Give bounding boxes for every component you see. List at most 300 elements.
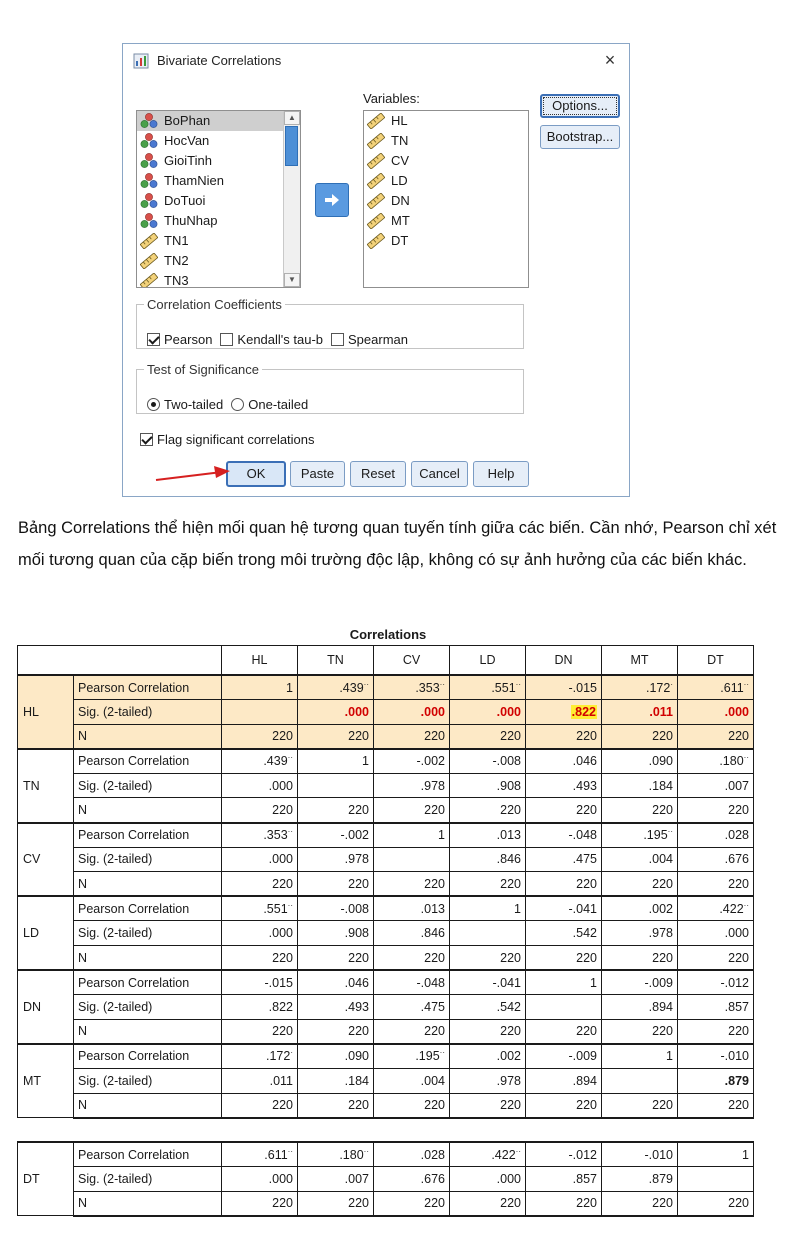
source-variable-items [137,111,284,287]
table-cell [222,921,298,946]
bivariate-correlations-dialog [122,43,630,497]
cell-value: 220 [272,876,293,891]
table-cell [602,1044,678,1069]
cell-value: -.010 [644,1147,673,1162]
table-cell [450,995,526,1020]
table-cell [526,724,602,749]
source-list-scrollbar[interactable] [283,111,300,287]
move-to-variables-button[interactable] [315,183,349,217]
source-variable-list[interactable] [136,110,301,288]
cell-value: 220 [576,1024,597,1039]
cell-value: 220 [348,950,369,965]
cell-value: .004 [648,852,673,867]
scale-variable-icon [367,173,385,189]
table-cell [526,798,602,823]
table-row [18,1167,754,1192]
red-pointer-arrow-icon [154,462,234,484]
table-cell [374,798,450,823]
table-cell [602,823,678,848]
cell-value: .475 [420,1000,445,1015]
spss-app-icon [133,53,149,69]
statistic-label: N [74,872,222,897]
table-row [18,1142,754,1167]
spearman-label: Spearman [348,332,408,347]
two-tailed-option[interactable] [147,397,223,412]
table-cell [602,798,678,823]
variable-name: BoPhan [164,113,211,128]
cell-value: 220 [576,1098,597,1113]
table-cell [678,847,754,872]
cell-value: 220 [728,950,749,965]
cell-value: 220 [728,1024,749,1039]
cell-value: -.010 [720,1049,749,1064]
table-cell [222,1093,298,1118]
table-cell [298,970,374,995]
table-cell [450,847,526,872]
table-cell [678,823,754,848]
variable-name: TN2 [164,253,189,268]
cell-value: .857 [572,1171,597,1186]
table-cell [374,1142,450,1167]
table-cell [602,1069,678,1094]
table-cell [678,1044,754,1069]
table-cell [678,724,754,749]
table-cell [602,970,678,995]
nominal-variable-icon [140,133,158,149]
cell-value: .090 [648,754,673,769]
target-variable-items [364,111,528,251]
table-cell [450,970,526,995]
cell-value: 220 [652,876,673,891]
table-cell [222,749,298,774]
table-cell [298,1069,374,1094]
statistic-label: N [74,798,222,823]
cell-value: 220 [272,1098,293,1113]
dialog-titlebar [123,44,629,78]
kendall-option[interactable] [220,332,323,347]
variable-name: HocVan [164,133,210,148]
table-cell [374,896,450,921]
table-cell [222,1167,298,1192]
table-cell [222,847,298,872]
cell-value: .475 [572,852,597,867]
cell-value: 220 [348,1098,369,1113]
correlation-coefficients-group [136,297,524,349]
table-cell [450,1167,526,1192]
table-cell [602,995,678,1020]
table-row [18,1191,754,1216]
table-cell [222,700,298,725]
table-cell [526,823,602,848]
statistic-label: Pearson Correlation [74,896,222,921]
variable-name: LD [391,173,408,188]
cell-value: .172· [645,679,673,695]
cell-value: .184 [344,1073,369,1088]
table-cell [450,823,526,848]
table-cell [450,896,526,921]
table-cell [450,872,526,897]
cell-value: 1 [362,754,369,769]
statistic-label: Sig. (2-tailed) [74,921,222,946]
column-header: CV [374,646,450,676]
table-row [18,1044,754,1069]
source-variable-item[interactable] [137,191,284,211]
table-cell [678,970,754,995]
cell-value: 220 [728,729,749,744]
significance-stars: ·· [287,1146,293,1156]
table-cell [374,1167,450,1192]
scale-variable-icon [367,233,385,249]
cell-value: 220 [424,876,445,891]
significance-stars: ·· [743,753,749,763]
table-cell [298,1142,374,1167]
cell-value: .046 [572,754,597,769]
source-variable-item[interactable] [137,271,284,287]
statistic-label: N [74,1093,222,1118]
cell-value: -.012 [720,975,749,990]
cell-value: 220 [728,876,749,891]
table-cell [678,872,754,897]
target-variable-list[interactable] [363,110,529,288]
table-cell [526,896,602,921]
target-variable-item[interactable] [364,191,528,211]
explanation-paragraph: Bảng Correlations thể hiện mối quan hệ tương quan tuyến tính giữa các biến. Cần nhớ, Pearson chỉ xét mối tương quan của cặp biến trong môi trường độc lập, không có sự ảnh hưởng của các biến khác. [18,519,777,569]
table-cell [526,1191,602,1216]
cell-value: .002 [648,901,673,916]
target-variable-item[interactable] [364,131,528,151]
flag-significant-option[interactable] [140,432,315,447]
row-variable-label: CV [18,823,74,897]
table-cell [298,798,374,823]
cell-value: 220 [652,1098,673,1113]
source-variable-item[interactable] [137,231,284,251]
table-cell [678,896,754,921]
scale-variable-icon [367,113,385,129]
variable-name: DN [391,193,410,208]
table-cell [526,970,602,995]
kendall-label: Kendall's tau-b [237,332,324,347]
statistic-label: Sig. (2-tailed) [74,995,222,1020]
significance-stars: · [670,679,673,689]
kendall-checkbox[interactable] [220,333,233,346]
table-cell [374,1191,450,1216]
correlations-table-dt [17,1141,754,1217]
row-variable-label: DN [18,970,74,1044]
cell-value: .611·· [720,679,749,695]
table-cell [298,921,374,946]
cell-value: 220 [500,803,521,818]
cell-value: .000 [420,704,445,719]
cell-value: .551·· [263,900,293,916]
nominal-variable-icon [140,113,158,129]
nominal-variable-icon [140,213,158,229]
cell-value: 220 [272,950,293,965]
ok-button[interactable]: OK [226,461,286,487]
row-variable-label: TN [18,749,74,823]
options-button[interactable]: Options... [540,94,620,118]
column-header: DN [526,646,602,676]
cell-value: .978 [496,1073,521,1088]
cell-value: .000 [268,1171,293,1186]
cell-value: .822 [571,704,596,719]
spearman-option[interactable] [331,332,408,347]
cell-value: 220 [424,803,445,818]
cell-value: .439·· [339,679,369,695]
close-icon[interactable]: × [604,50,616,70]
cell-value: 220 [576,950,597,965]
variable-name: TN1 [164,233,189,248]
table-cell [526,773,602,798]
cell-value: 220 [500,1196,521,1211]
cell-value: .180·· [339,1146,369,1162]
significance-stars: ·· [287,753,293,763]
cell-value: 220 [576,1196,597,1211]
table-cell [526,872,602,897]
statistic-label: Pearson Correlation [74,823,222,848]
table-cell [374,773,450,798]
cancel-button[interactable]: Cancel [411,461,468,487]
table-row [18,970,754,995]
source-variable-item[interactable] [137,251,284,271]
statistic-label: N [74,946,222,971]
cell-value: -.015 [568,680,597,695]
significance-stars: ·· [743,900,749,910]
table-cell [222,995,298,1020]
table-cell [374,921,450,946]
cell-value: 220 [424,1024,445,1039]
scroll-down-icon[interactable]: ▼ [284,273,300,287]
table-cell [678,1191,754,1216]
cell-value: 220 [728,803,749,818]
table-cell [298,847,374,872]
cell-value: .011 [649,704,673,719]
table-cell [298,995,374,1020]
table-cell [222,1142,298,1167]
cell-value: 1 [590,975,597,990]
significance-stars: · [290,1048,293,1058]
table-cell [450,700,526,725]
cell-value: .353·· [415,679,445,695]
one-tailed-option[interactable] [231,397,308,412]
significance-stars: ·· [439,679,445,689]
table-cell [526,700,602,725]
table-cell [374,724,450,749]
column-header: LD [450,646,526,676]
paste-button[interactable]: Paste [290,461,345,487]
table-cell [602,675,678,700]
target-variable-item[interactable] [364,151,528,171]
table-cell [374,823,450,848]
variables-label: Variables: [363,91,420,106]
table-cell [374,700,450,725]
cell-value: 220 [424,729,445,744]
cell-value: .908 [344,926,369,941]
two-tailed-radio[interactable] [147,398,160,411]
cell-value: 220 [500,950,521,965]
bootstrap-button[interactable]: Bootstrap... [540,125,620,149]
table-cell [450,921,526,946]
flag-significant-checkbox[interactable] [140,433,153,446]
cell-value: -.009 [568,1049,597,1064]
target-variable-item[interactable] [364,171,528,191]
cell-value: 220 [728,1196,749,1211]
cell-value: -.002 [340,828,369,843]
source-variable-item[interactable] [137,111,284,131]
source-variable-item[interactable] [137,151,284,171]
target-variable-item[interactable] [364,231,528,251]
cell-value: .013 [496,828,521,843]
table-cell [222,896,298,921]
test-of-significance-group [136,362,524,414]
table-row [18,872,754,897]
table-cell [526,921,602,946]
cell-value: 220 [348,1024,369,1039]
table-cell [602,946,678,971]
cell-value: 220 [652,729,673,744]
pearson-checkbox[interactable] [147,333,160,346]
cell-value: .013 [420,901,445,916]
variable-name: ThamNien [164,173,224,188]
statistic-label: N [74,724,222,749]
table-cell [298,749,374,774]
target-variable-item[interactable] [364,211,528,231]
statistic-label: Pearson Correlation [74,970,222,995]
table-cell [678,995,754,1020]
target-variable-item[interactable] [364,111,528,131]
pearson-label: Pearson [164,332,213,347]
table-cell [678,1069,754,1094]
help-button[interactable]: Help [473,461,529,487]
variable-name: GioiTinh [164,153,212,168]
cell-value: .542 [572,926,597,941]
cell-value: -.009 [644,975,673,990]
significance-stars: ·· [667,827,673,837]
table-cell [526,1142,602,1167]
cell-value: 1 [438,828,445,843]
table-cell [222,724,298,749]
spearman-checkbox[interactable] [331,333,344,346]
table-row [18,773,754,798]
table-cell [678,921,754,946]
scale-variable-icon [367,133,385,149]
table-cell [374,872,450,897]
table-cell [450,675,526,700]
table-cell [298,896,374,921]
reset-button[interactable]: Reset [350,461,406,487]
significance-stars: ·· [363,679,369,689]
correlations-table-title: Correlations [349,627,427,642]
table-cell [374,995,450,1020]
source-variable-item[interactable] [137,171,284,191]
table-cell [602,1019,678,1044]
variable-name: TN3 [164,273,189,287]
cell-value: .007 [344,1171,369,1186]
table-cell [450,724,526,749]
table-cell [450,1019,526,1044]
cell-value: .000 [268,852,293,867]
scroll-up-icon[interactable]: ▲ [284,111,300,125]
table-header-row [18,646,754,676]
table-cell [298,675,374,700]
cell-value: -.048 [416,975,445,990]
one-tailed-radio[interactable] [231,398,244,411]
dialog-title: Bivariate Correlations [157,53,282,68]
table-cell [678,700,754,725]
correlations-table [17,645,754,1119]
variable-name: TN [391,133,409,148]
correlations-table-main [17,645,754,1119]
table-cell [374,749,450,774]
table-cell [602,1142,678,1167]
cell-value: 220 [652,1196,673,1211]
table-cell [298,724,374,749]
table-cell [526,995,602,1020]
variable-name: CV [391,153,410,168]
cell-value: 220 [272,803,293,818]
variable-name: DT [391,233,409,248]
cell-value: .195·· [643,827,673,843]
table-row [18,896,754,921]
cell-value: .493 [572,778,597,793]
source-variable-item[interactable] [137,131,284,151]
statistic-label: Pearson Correlation [74,1142,222,1167]
table-cell [526,1093,602,1118]
table-cell [222,872,298,897]
source-variable-item[interactable] [137,211,284,231]
scroll-thumb[interactable] [285,126,298,166]
table-cell [374,946,450,971]
scale-variable-icon [367,193,385,209]
table-cell [526,1044,602,1069]
variable-name: HL [391,113,408,128]
cell-value: 220 [424,950,445,965]
table-cell [678,1019,754,1044]
cell-value: .676 [420,1171,445,1186]
statistic-label: Sig. (2-tailed) [74,700,222,725]
cell-value: .978 [344,852,369,867]
table-cell [602,921,678,946]
table-cell [222,1069,298,1094]
table-row [18,847,754,872]
row-variable-label: HL [18,675,74,749]
table-cell [450,1142,526,1167]
table-cell [450,798,526,823]
scale-variable-icon [367,213,385,229]
table-cell [678,1167,754,1192]
table-cell [526,847,602,872]
cell-value: .000 [724,704,749,719]
table-cell [222,823,298,848]
cell-value: .195·· [415,1048,445,1064]
cell-value: .894 [648,1000,673,1015]
table-row [18,1019,754,1044]
cell-value: .978 [648,926,673,941]
two-tailed-label: Two-tailed [164,397,224,412]
table-cell [450,1093,526,1118]
statistic-label: Sig. (2-tailed) [74,773,222,798]
table-cell [526,675,602,700]
flag-significant-label: Flag significant correlations [157,432,315,447]
cell-value: 1 [666,1049,673,1064]
nominal-variable-icon [140,193,158,209]
pearson-option[interactable] [147,332,212,347]
table-cell [222,1019,298,1044]
table-cell [450,1069,526,1094]
table-cell [678,798,754,823]
table-cell [374,1093,450,1118]
cell-value: 220 [424,1196,445,1211]
table-cell [602,896,678,921]
